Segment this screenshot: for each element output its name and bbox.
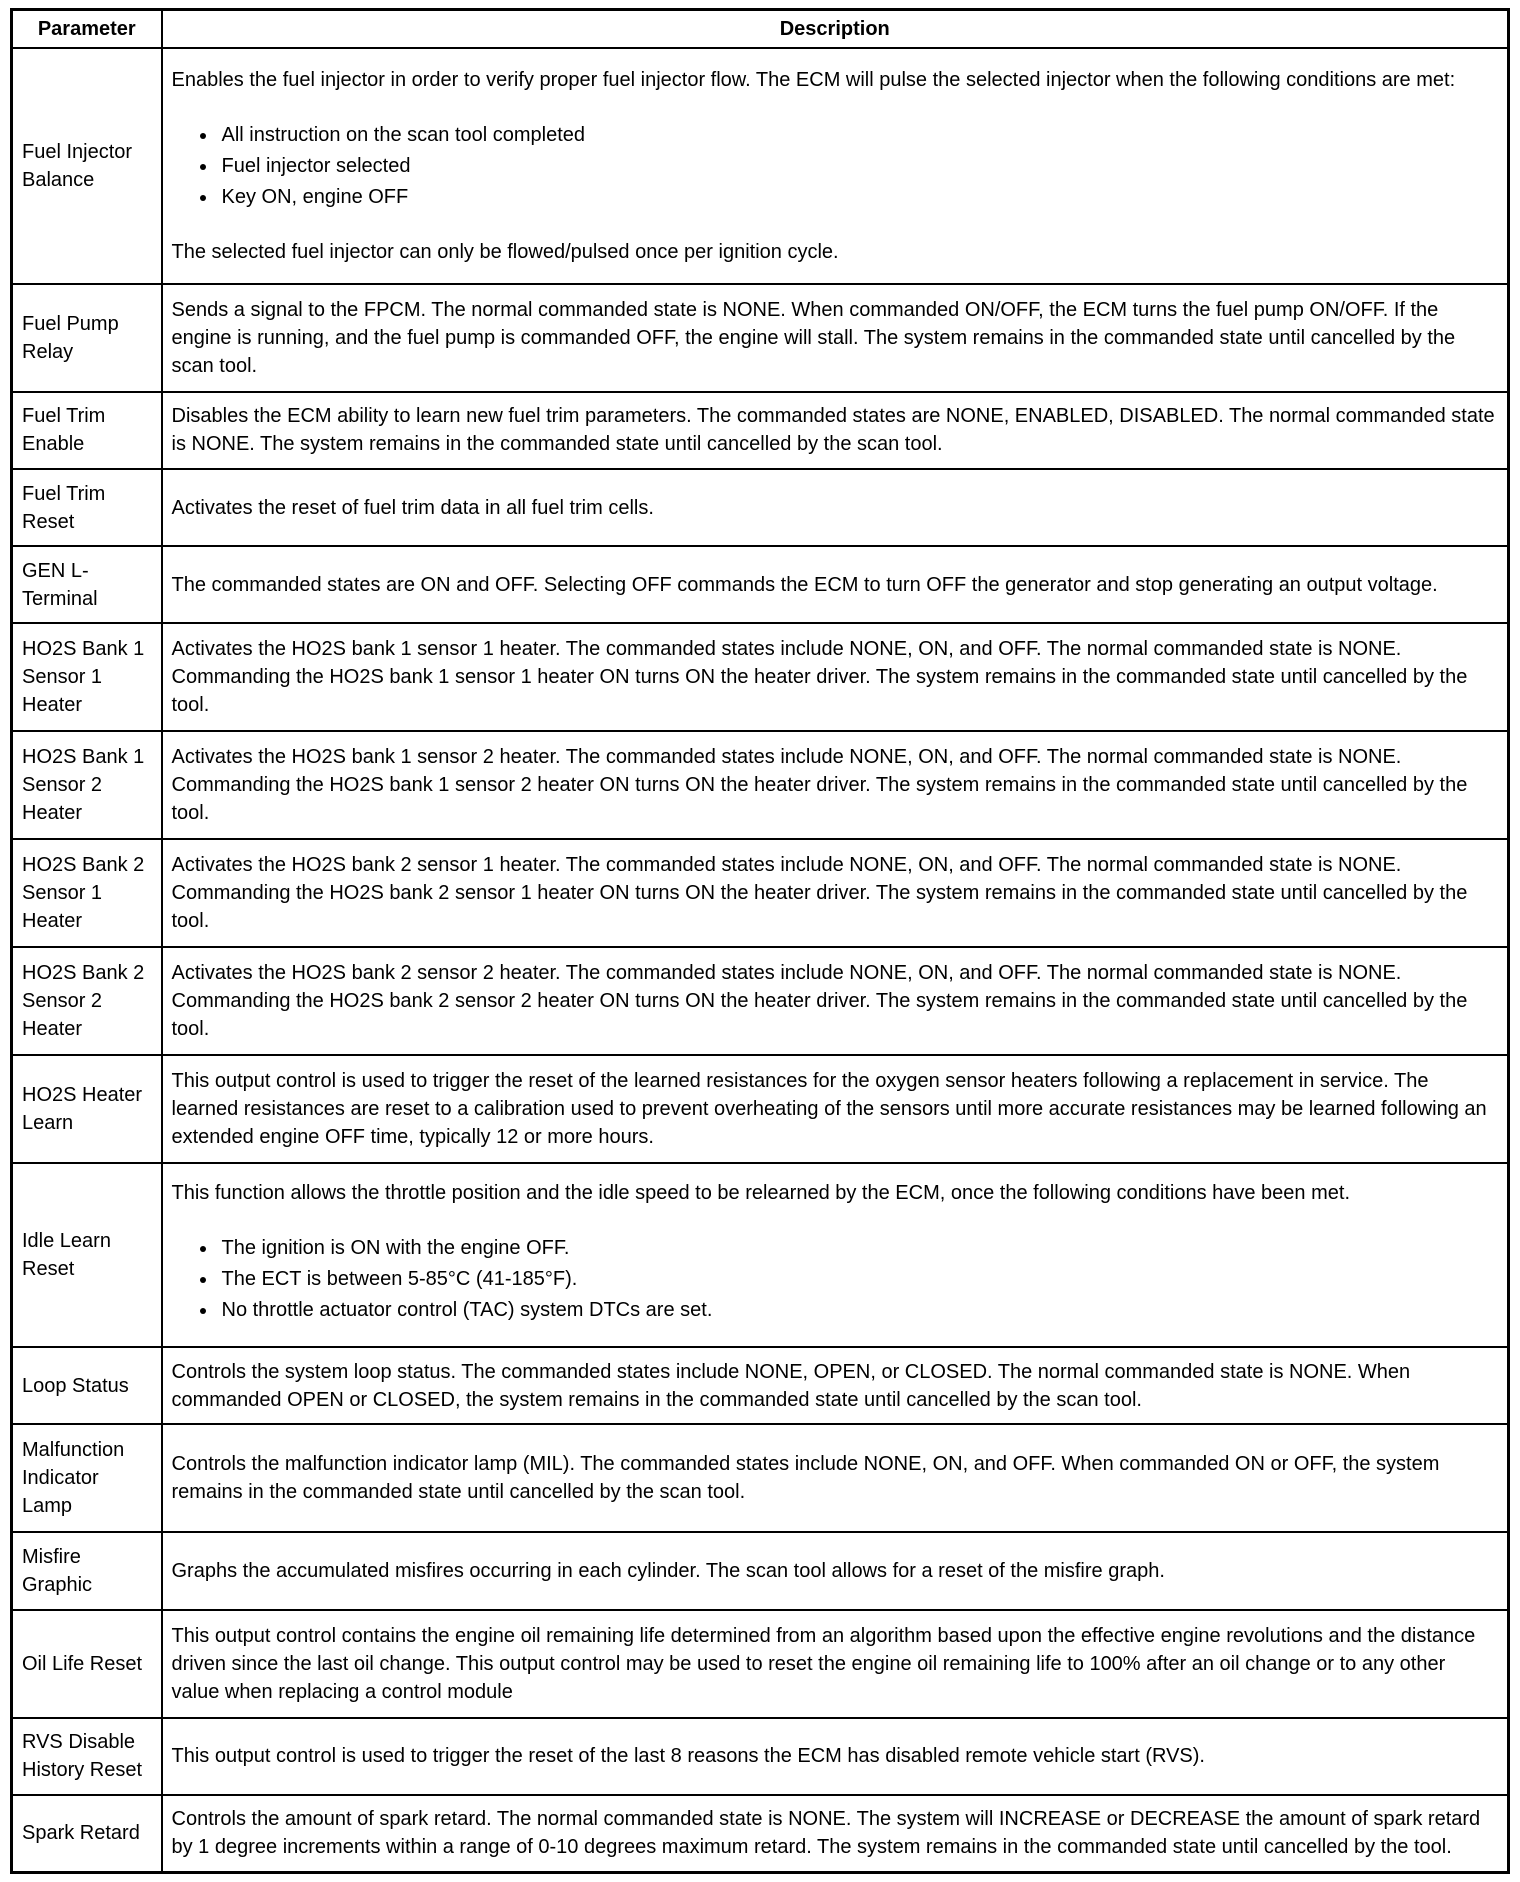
description-cell: Controls the amount of spark retard. The normal commanded state is NONE. The system will INCREASE or DECREASE the amount of spark retard by 1 degree increments within a range of 0-10 degrees maximum retard. The system remains in the commanded state until cancelled by the tool. bbox=[162, 1795, 1509, 1873]
table-row bbox=[12, 1610, 1509, 1718]
output-controls-table bbox=[10, 8, 1510, 1874]
description-cell: Activates the HO2S bank 2 sensor 2 heater. The commanded states include NONE, ON, and OFF. The normal commanded state is NONE. Commanding the HO2S bank 2 sensor 2 heater ON turns ON the heater driver. The system remains in the commanded state until cancelled by the tool. bbox=[162, 947, 1509, 1055]
parameter-cell: Fuel Injector Balance bbox=[12, 48, 162, 284]
description-text: Enables the fuel injector in order to verify proper fuel injector flow. The ECM will pulse the selected injector when the following conditions are met: bbox=[171, 68, 1456, 91]
parameter-cell: GEN L-Terminal bbox=[12, 546, 162, 623]
table-row bbox=[12, 947, 1509, 1055]
table-row bbox=[12, 731, 1509, 839]
parameter-cell: Misfire Graphic bbox=[12, 1532, 162, 1609]
description-cell: Activates the HO2S bank 1 sensor 1 heater. The commanded states include NONE, ON, and OFF. The normal commanded state is NONE. Commanding the HO2S bank 1 sensor 1 heater ON turns ON the heater driver. The system remains in the commanded state until cancelled by the tool. bbox=[162, 623, 1509, 731]
table-row bbox=[12, 623, 1509, 731]
description-cell: Sends a signal to the FPCM. The normal commanded state is NONE. When commanded ON/OFF, the ECM turns the fuel pump ON/OFF. If the engine is running, and the fuel pump is commanded OFF, the engine will stall. The system remains in the commanded state until cancelled by the scan tool. bbox=[162, 284, 1509, 392]
table-row bbox=[12, 469, 1509, 546]
description-cell: Controls the system loop status. The commanded states include NONE, OPEN, or CLOSED. The normal commanded state is NONE. When commanded OPEN or CLOSED, the system remains in the commanded state until cancelled by the scan tool. bbox=[162, 1347, 1509, 1424]
bullet-item: • No throttle actuator control (TAC) system DTCs are set. bbox=[218, 1296, 1499, 1324]
header-row bbox=[12, 10, 1509, 49]
table-row bbox=[12, 1532, 1509, 1609]
description-cell: Activates the HO2S bank 2 sensor 1 heater. The commanded states include NONE, ON, and OFF. The normal commanded state is NONE. Commanding the HO2S bank 2 sensor 1 heater ON turns ON the heater driver. The system remains in the commanded state until cancelled by the tool. bbox=[162, 839, 1509, 947]
parameter-cell: Malfunction Indicator Lamp bbox=[12, 1424, 162, 1532]
bullet-item: • Key ON, engine OFF bbox=[218, 183, 1499, 211]
table-row bbox=[12, 1347, 1509, 1424]
table-row bbox=[12, 1055, 1509, 1163]
table-row bbox=[12, 1795, 1509, 1873]
table-row bbox=[12, 284, 1509, 392]
description-cell: This output control is used to trigger the reset of the learned resistances for the oxygen sensor heaters following a replacement in service. The learned resistances are reset to a calibration used to prevent overheating of the sensors until more accurate resistances may be learned following an extended engine OFF time, typically 12 or more hours. bbox=[162, 1055, 1509, 1163]
table-row bbox=[12, 1163, 1509, 1347]
description-cell: This output control is used to trigger the reset of the last 8 reasons the ECM has disabled remote vehicle start (RVS). bbox=[162, 1718, 1509, 1795]
description-cell: Controls the malfunction indicator lamp (MIL). The commanded states include NONE, ON, and OFF. When commanded ON or OFF, the system remains in the commanded state until cancelled by the scan tool. bbox=[162, 1424, 1509, 1532]
parameter-cell: HO2S Bank 1 Sensor 2 Heater bbox=[12, 731, 162, 839]
header-parameter: Parameter bbox=[12, 10, 162, 49]
table-row bbox=[12, 839, 1509, 947]
description-cell: The commanded states are ON and OFF. Selecting OFF commands the ECM to turn OFF the generator and stop generating an output voltage. bbox=[162, 546, 1509, 623]
description-text: This function allows the throttle position and the idle speed to be relearned by the ECM, once the following conditions have been met. bbox=[171, 1181, 1350, 1204]
description-cell: Disables the ECM ability to learn new fuel trim parameters. The commanded states are NONE, ENABLED, DISABLED. The normal commanded state is NONE. The system remains in the commanded state until cancelled by the scan tool. bbox=[162, 392, 1509, 469]
description-cell: Activates the reset of fuel trim data in all fuel trim cells. bbox=[162, 469, 1509, 546]
table-row bbox=[12, 546, 1509, 623]
parameter-cell: HO2S Bank 2 Sensor 2 Heater bbox=[12, 947, 162, 1055]
description-cell: Graphs the accumulated misfires occurring in each cylinder. The scan tool allows for a reset of the misfire graph. bbox=[162, 1532, 1509, 1609]
parameter-cell: HO2S Bank 2 Sensor 1 Heater bbox=[12, 839, 162, 947]
bullet-list bbox=[172, 121, 1499, 211]
parameter-cell: HO2S Bank 1 Sensor 1 Heater bbox=[12, 623, 162, 731]
parameter-cell: Loop Status bbox=[12, 1347, 162, 1424]
parameter-cell: Idle Learn Reset bbox=[12, 1163, 162, 1347]
description-cell: Activates the HO2S bank 1 sensor 2 heater. The commanded states include NONE, ON, and OFF. The normal commanded state is NONE. Commanding the HO2S bank 1 sensor 2 heater ON turns ON the heater driver. The system remains in the commanded state until cancelled by the tool. bbox=[162, 731, 1509, 839]
bullet-item: • All instruction on the scan tool completed bbox=[218, 121, 1499, 149]
description-cell bbox=[162, 48, 1509, 284]
parameter-cell: RVS Disable History Reset bbox=[12, 1718, 162, 1795]
header-description: Description bbox=[162, 10, 1509, 49]
table-row bbox=[12, 48, 1509, 284]
parameter-cell: Oil Life Reset bbox=[12, 1610, 162, 1718]
table-row bbox=[12, 1718, 1509, 1795]
description-cell: This output control contains the engine oil remaining life determined from an algorithm based upon the effective engine revolutions and the distance driven since the last oil change. This output control may be used to reset the engine oil remaining life to 100% after an oil change or to any other value when replacing a control module bbox=[162, 1610, 1509, 1718]
bullet-item: • The ignition is ON with the engine OFF. bbox=[218, 1234, 1499, 1262]
bullet-item: • Fuel injector selected bbox=[218, 152, 1499, 180]
parameter-cell: Spark Retard bbox=[12, 1795, 162, 1873]
table-row bbox=[12, 1424, 1509, 1532]
bullet-list bbox=[172, 1234, 1499, 1324]
table-row bbox=[12, 392, 1509, 469]
bullet-item: • The ECT is between 5-85°C (41-185°F). bbox=[218, 1265, 1499, 1293]
description-cell bbox=[162, 1163, 1509, 1347]
parameter-cell: Fuel Pump Relay bbox=[12, 284, 162, 392]
parameter-cell: Fuel Trim Reset bbox=[12, 469, 162, 546]
parameter-cell: HO2S Heater Learn bbox=[12, 1055, 162, 1163]
description-text: The selected fuel injector can only be flowed/pulsed once per ignition cycle. bbox=[171, 240, 839, 263]
parameter-cell: Fuel Trim Enable bbox=[12, 392, 162, 469]
